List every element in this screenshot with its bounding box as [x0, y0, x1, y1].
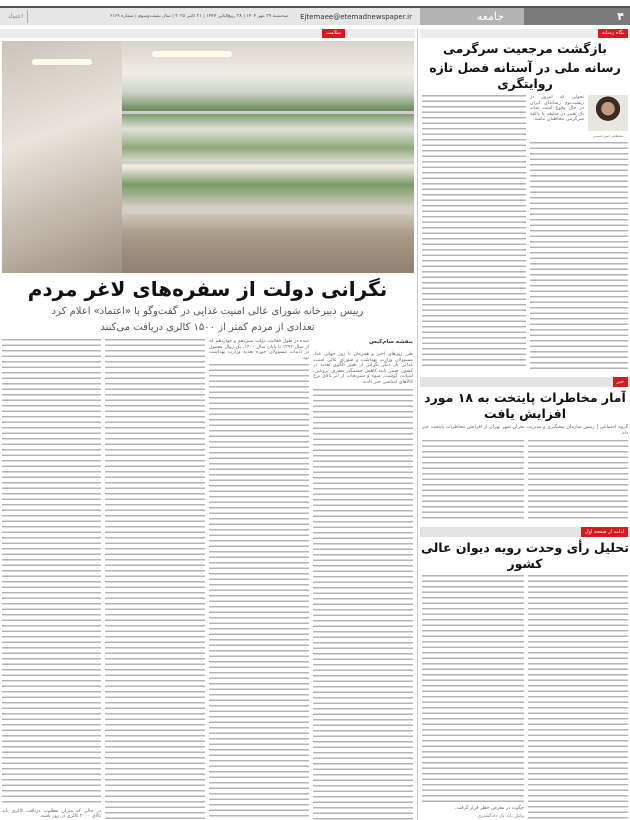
- continued-col-2: [422, 575, 524, 803]
- continued-headline: تحلیل رأی وحدت رویه دیوان عالی کشور: [420, 539, 630, 571]
- newspaper-logo: اعتماد: [4, 10, 28, 23]
- news-col-1: [528, 440, 628, 520]
- news-box-bar: [420, 377, 630, 387]
- section-divider: [417, 28, 418, 820]
- page-number: ۴: [524, 8, 630, 25]
- photo-caption: مصطفی امین‌حسینی: [592, 134, 624, 138]
- media-col-2: [422, 95, 526, 370]
- section-tag-media: نگاه رسانه: [598, 29, 628, 38]
- author-name: بنفشه سام‌گیس: [369, 339, 413, 345]
- author-photo: [588, 95, 628, 131]
- media-col-1: [530, 142, 628, 370]
- media-body: [420, 95, 630, 370]
- article-column-2: [209, 364, 309, 820]
- continued-author: وکیل پایه یک دادگستری: [477, 814, 524, 820]
- news-tag: خبر: [613, 377, 628, 387]
- supermarket-photo: [2, 41, 414, 273]
- continued-box-bar: [420, 527, 630, 537]
- left-section-bar: [0, 29, 415, 38]
- date-line: سه‌شنبه ۲۹ مهر ۱۴۰۴ | ۲۸ ربیع‌الثانی ۱۴۴۷ | ۲۱ اکتبر ۲۰۲۵ | سال بیست‌وسوم | شماره ۶۱۶۹: [109, 14, 289, 19]
- news-body: [420, 440, 630, 520]
- continued-tag: ادامه از صفحه اول: [581, 527, 628, 537]
- subhead-2: تعدادی از مردم کمتر از ۱۵۰۰ کالری دریافت می‌کنند: [100, 322, 315, 333]
- section-tag-health: سلامت: [322, 29, 345, 38]
- section-name: جامعه: [420, 8, 524, 25]
- media-lead: تحولی که امروز در زیست‌بوم رسانه‌ای ایران در حال وقوع است شاید یک تغییر در سلیقه یا ذائقه سرگرمی مخاطبان نباشد.: [530, 95, 584, 123]
- right-section-bar: [420, 29, 630, 38]
- article-column-1: [313, 389, 413, 820]
- page-header: [0, 8, 630, 25]
- article-column-3: [105, 339, 205, 820]
- left-section: [0, 29, 415, 820]
- news-lead: گروه اجتماعی | رییس سازمان پیشگیری و مدیریت بحران شهر تهران از افزایش مخاطرات پایتخت خبر داد.: [422, 425, 628, 436]
- email-link[interactable]: Ejtemaee@etemadnewspaper.ir: [300, 12, 412, 21]
- right-section: [420, 29, 630, 820]
- news-headline: آمار مخاطرات پایتخت به ۱۸ مورد افزایش یافت: [424, 390, 626, 422]
- continued-body: [420, 575, 630, 820]
- article-column-2-lead: شده در طول فعالیت دولت سیزدهم و چهاردهم که از سال ۱۳۹۲ تا پایان سال ۱۴۰۰، یک روال معمول در ادبیات مسوولان حوزه تغذیه وزارت بهداشت بود.: [209, 339, 309, 361]
- article-lead: طی روزهای اخیر و همزمان با روز جهانی غذا، مسوولان وزارت بهداشت و شورای عالی امنیت غذایی بار دیگر نگرانی از تغییر الگوی تغذیه در کشور، ضمن تایید کاهش چشمگیر مصرف پروتئین، لبنیات، گوشت، میوه و سبزیجات از اثر بالای نرخ کالاهای اساسی خبر دادند.: [313, 352, 413, 385]
- continued-col-1: [528, 575, 628, 820]
- main-headline: نگرانی دولت از سفره‌های لاغر مردم: [27, 277, 388, 301]
- article-footer: در حالی که میزان مطلوب دریافت کالری باید بالای ۲۰۰۰ کالری در روز باشد.: [2, 808, 101, 820]
- subhead-1: رییس دبیرخانه شورای عالی امنیت غذایی در گفت‌وگو با «اعتماد» اعلام کرد: [51, 306, 364, 317]
- article-columns: [0, 337, 415, 820]
- news-col-2: [422, 440, 524, 520]
- continued-footer: چگونه در معرض خطر قرار گرفت.: [455, 805, 524, 811]
- media-headline-2: رسانه ملی در آستانه فصل تازه روایتگری: [429, 60, 621, 91]
- media-headline-1: بازگشت مرجعیت سرگرمی: [443, 41, 607, 56]
- article-column-4: [2, 339, 101, 806]
